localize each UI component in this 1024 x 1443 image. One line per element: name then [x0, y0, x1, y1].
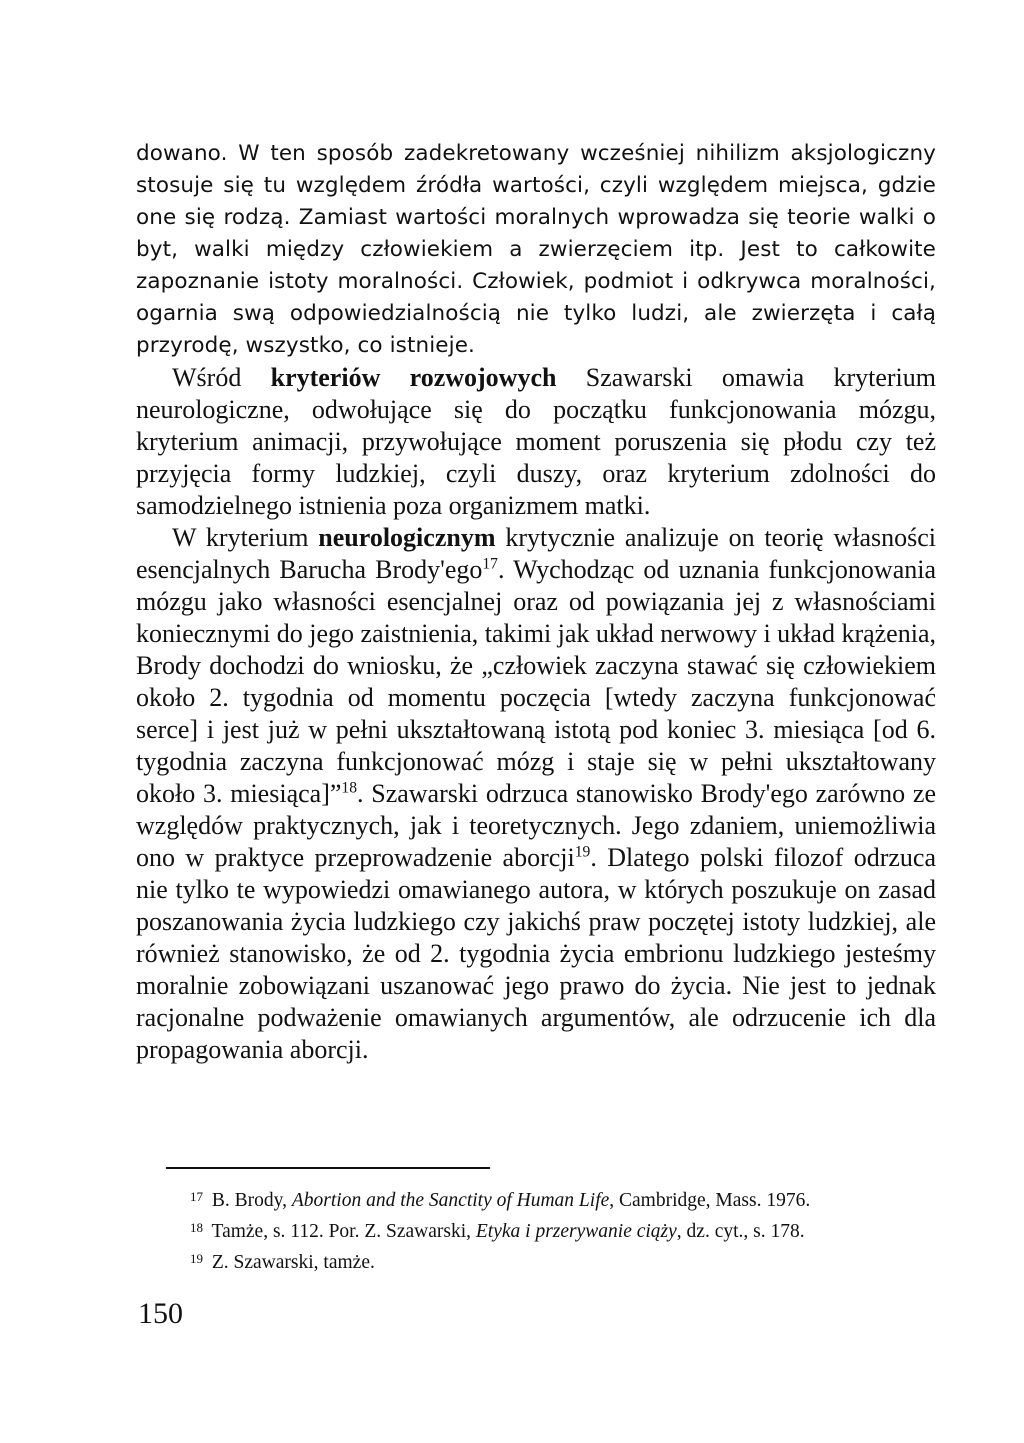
footnote-18 — [190, 1214, 950, 1245]
page-body — [136, 138, 936, 1066]
footnote-text: Tamże, s. 112. Por. Z. Szawarski, — [207, 1221, 476, 1242]
paragraph-3-text-3: . Szawarski odrzuca stanowisko Brody'ego zarówno ze względów praktycznych, jak i teoretycznych. Jego zdaniem, uniemożliwia ono w praktyce przeprowadzenie aborcji — [136, 779, 936, 872]
footnote-text: , dz. cyt., s. 178. — [676, 1221, 805, 1242]
paragraph-3-text-4: . Dlatego polski filozof odrzuca nie tylko te wypowiedzi omawianego autora, w których poszukuje on zasad poszanowania życia ludzkiego czy jakichś praw poczętej istoty ludzkiej, ale również stanowisko, że od 2. tygodnia życia embrionu ludzkiego jesteśmy moralnie zobowiązani uszanować jego prawo do życia. Nie jest to jednak racjonalne podważenie omawianych argumentów, ale odrzucenie ich dla propagowania aborcji. — [136, 843, 936, 1064]
footnote-17 — [190, 1183, 950, 1214]
footnote-title: Etyka i przerywanie ciąży — [475, 1221, 677, 1242]
footnote-ref-18[interactable]: 18 — [341, 779, 357, 797]
footnote-text: Z. Szawarski, tamże. — [207, 1252, 375, 1273]
footnote-divider — [166, 1167, 490, 1169]
paragraph-3 — [136, 522, 936, 1066]
paragraph-1 — [136, 138, 936, 362]
paragraph-3-text-2: . Wychodząc od uznania funkcjonowania mózgu jako własności esencjalnej oraz od powiązania jej z własnościami koniecznymi do jego zaistnienia, takimi jak układ nerwowy i układ krążenia, Brody dochodzi do wniosku, że „człowiek zaczyna stawać się człowiekiem około 2. tygodnia od momentu poczęcia [wtedy zaczyna funkcjonować serce] i jest już w pełni ukształtowaną istotą pod koniec 3. miesiąca [od 6. tygodnia zaczyna funkcjonować mózg i staje się w pełni ukształtowany około 3. miesiąca]” — [136, 555, 936, 808]
footnote-number: 18 — [190, 1220, 203, 1235]
footnote-ref-17[interactable]: 17 — [482, 555, 498, 573]
footnote-text: , Cambridge, Mass. 1976. — [609, 1190, 811, 1211]
footnote-number: 17 — [190, 1189, 203, 1204]
paragraph-2-text: Szawarski omawia kryterium neurologiczne, odwołujące się do początku funkcjonowania mózgu, kryterium animacji, przywołujące moment poruszenia się płodu czy też przyjęcia formy ludzkiej, czyli duszy, oraz kryterium zdolności do samodzielnego istnienia poza organizmem matki. — [136, 363, 937, 520]
paragraph-2 — [136, 362, 936, 522]
paragraph-3-bold-term: neurologicznym — [318, 523, 496, 552]
footnote-ref-19[interactable]: 19 — [574, 843, 591, 861]
footnote-19 — [190, 1245, 950, 1276]
paragraph-1-text: dowano. W ten sposób zadekretowany wcześniej nihilizm aksjologiczny stosuje się tu względem źródła wartości, czyli względem miejsca, gdzie one się rodzą. Zamiast wartości moralnych wprowadza się teorie walki o byt, walki między człowiekiem a zwierzęciem itp. Jest to całkowite zapoznanie istoty moralności. Człowiek, podmiot i odkrywca moralności, ogarnia swą odpowiedzialnością nie tylko ludzi, ale zwierzęta i całą przyrodę, wszystko, co istnieje. — [136, 141, 936, 358]
paragraph-3-text-1: krytycznie analizuje on teorię własności esencjalnych Barucha Brody'ego — [136, 523, 936, 584]
paragraph-2-lead: Wśród — [172, 363, 271, 392]
footnote-title: Abortion and the Sanctity of Human Life — [291, 1190, 610, 1211]
footnote-number: 19 — [190, 1251, 203, 1266]
paragraph-3-lead: W kryterium — [172, 523, 319, 552]
footnote-text: B. Brody, — [207, 1190, 292, 1211]
footnotes — [190, 1183, 950, 1276]
paragraph-2-bold-term: kryteriów rozwojowych — [270, 363, 557, 392]
page-number: 150 — [138, 1297, 183, 1330]
